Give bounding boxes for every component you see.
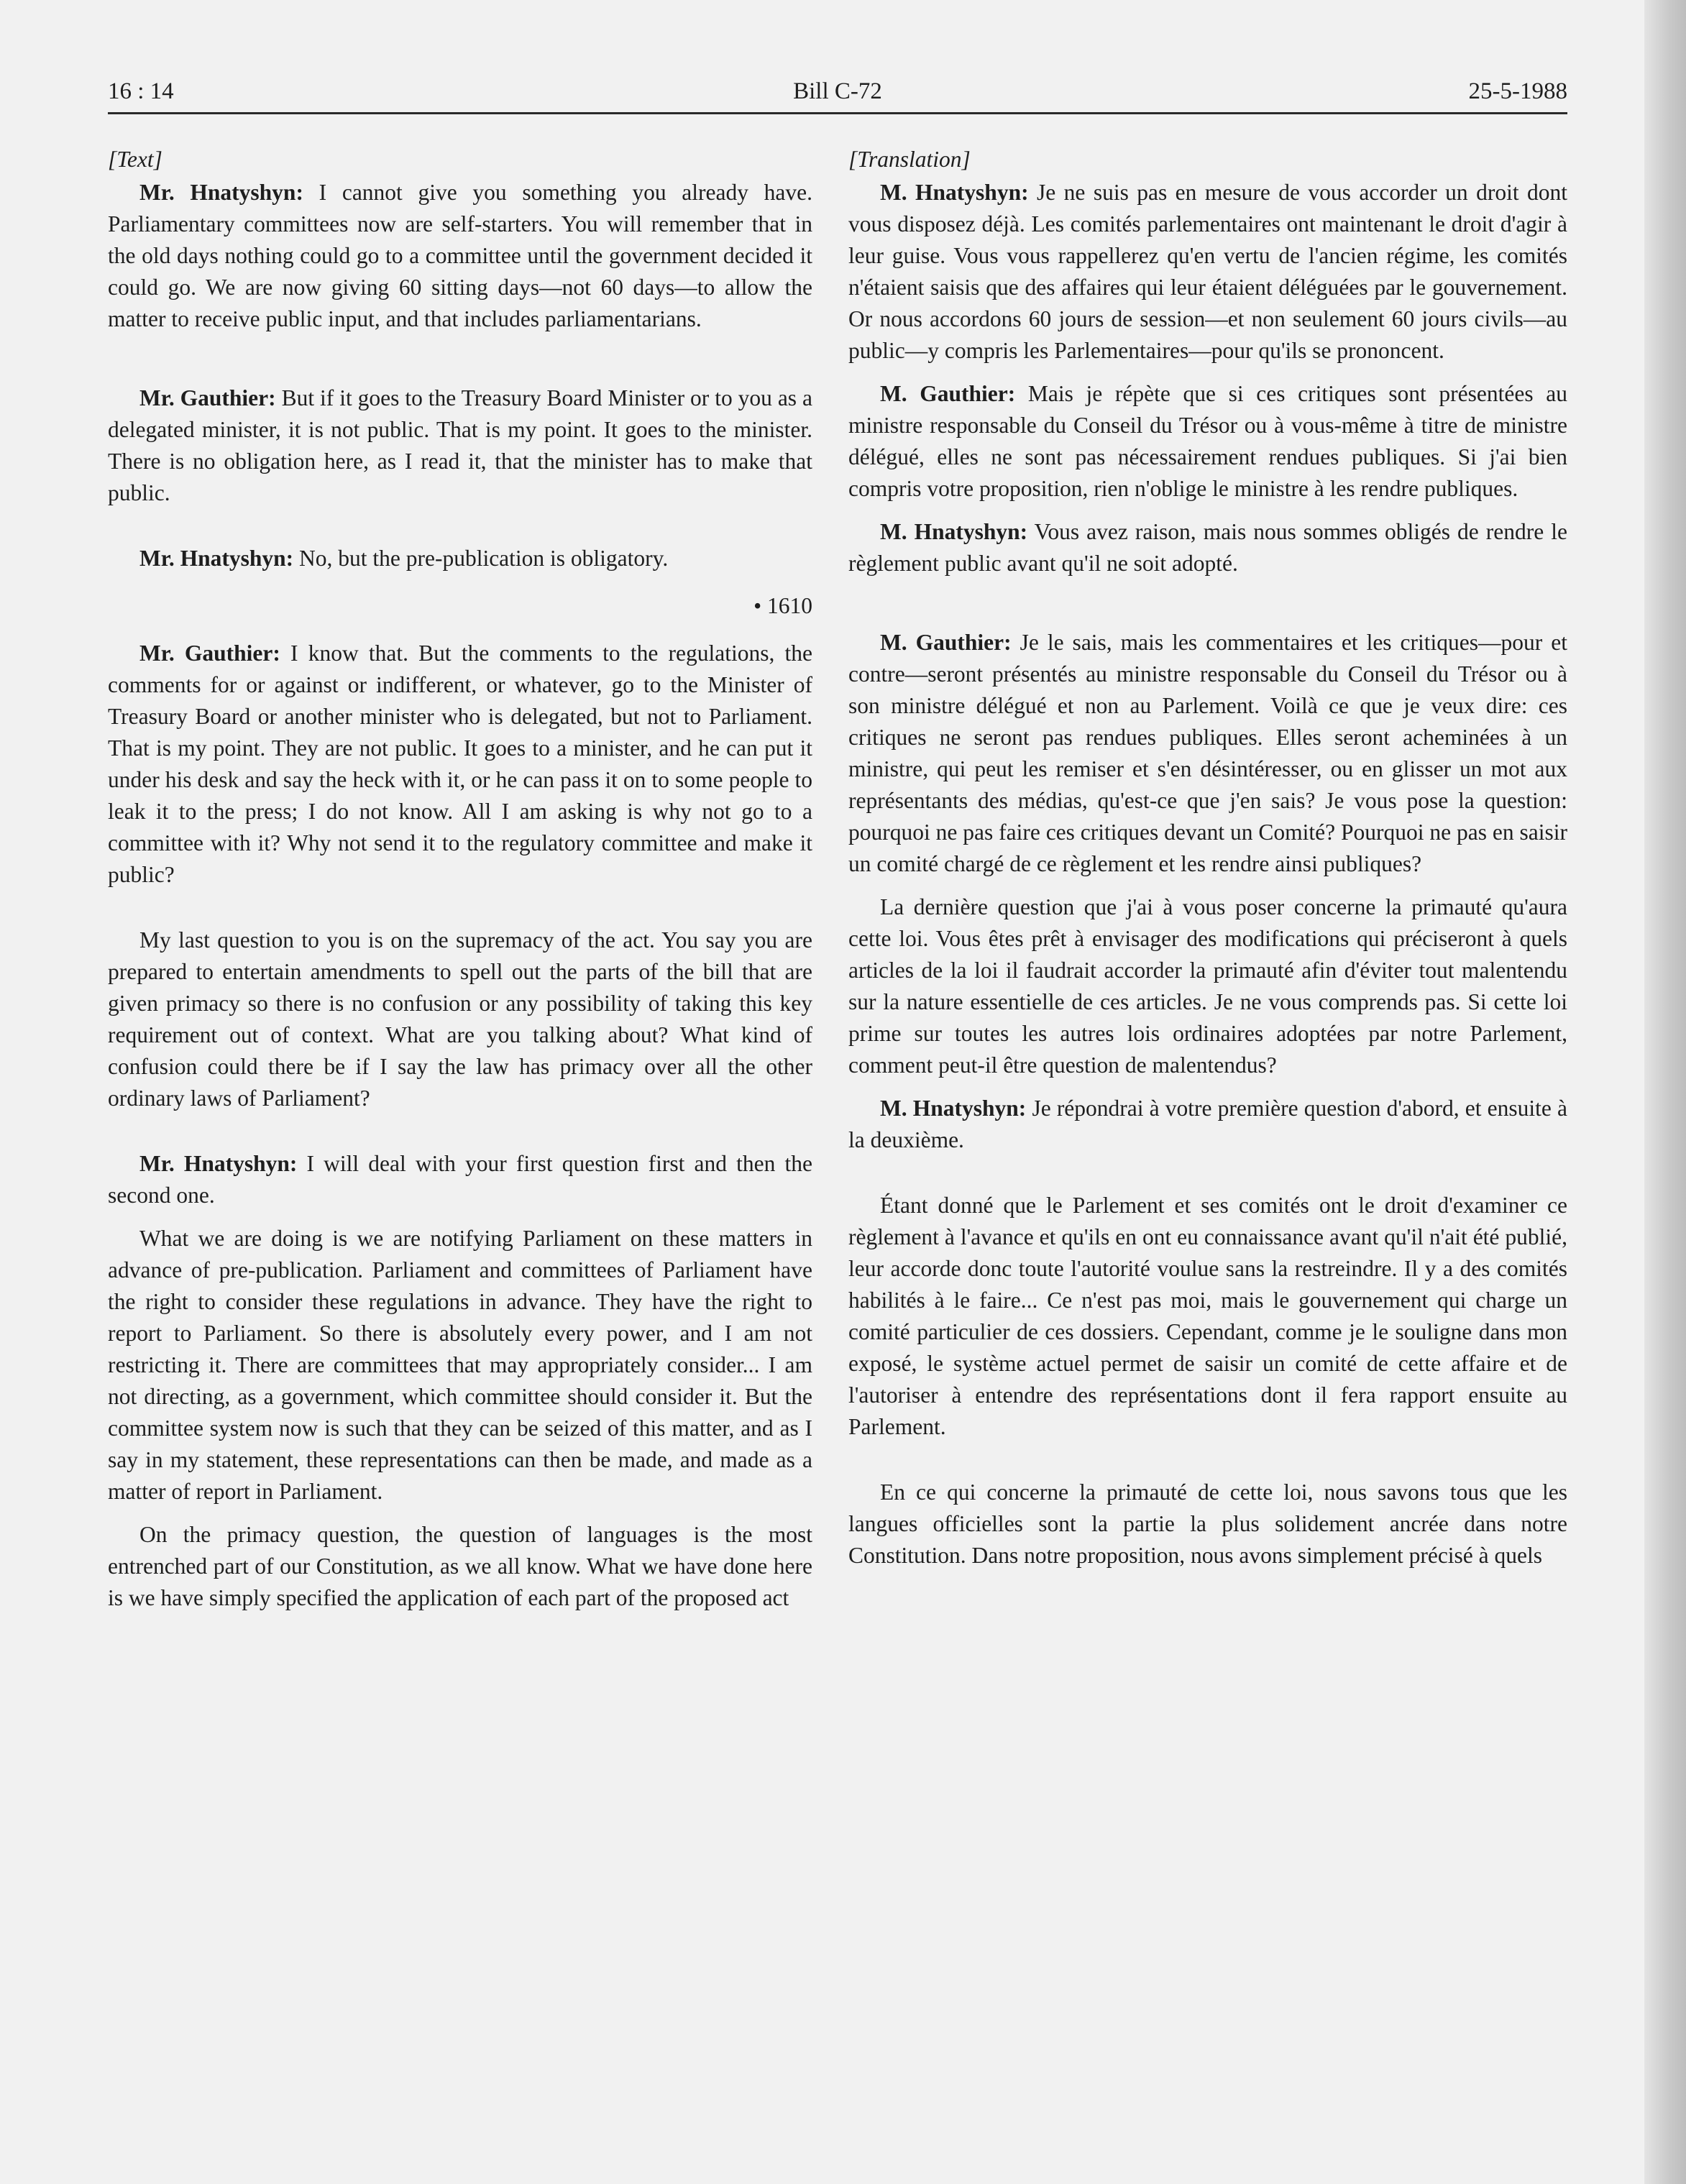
speaker-name: Mr. Hnatyshyn: (139, 1151, 298, 1176)
speaker-name: Mr. Hnatyshyn: (139, 180, 303, 205)
timestamp: • 1610 (753, 593, 812, 618)
speech-text: Je le sais, mais les commentaires et les critiques—pour et contre—seront présentés au ministre responsable du Conseil du Trésor ou à son ministre délégué et non au Parlement. Voilà ce que je veux dire: ces critiques ne seront pas rendues publiques. Elles seront acheminées à un ministre, qui peut les remiser et s'en désintéresser, ou en glisser un mot aux représentants des médias, qu'est-ce que j'en sais? Je vous pose la question: pourquoi ne pas faire ces critiques devant un Comité? Pourquoi ne pas en saisir un comité chargé de ce règlement et les rendre ainsi publiques? (848, 630, 1567, 876)
speaker-name: M. Gauthier: (880, 381, 1016, 406)
speaker-name: M. Gauthier: (880, 630, 1012, 655)
paragraph (848, 1093, 1567, 1156)
paragraph (848, 627, 1567, 880)
translation-tag: [Translation] (848, 147, 971, 172)
paragraph: On the primacy question, the question of languages is the most entrenched part of our Constitution, as we all know. What we have done here is we have simply specified the application of each part of the proposed act (108, 1522, 812, 1610)
paragraph (108, 1148, 812, 1211)
speech-text: Je répondrai à votre première question d'abord, et ensuite à la deuxième. (848, 1096, 1567, 1152)
speech-text: I cannot give you something you already have. Parliamentary committees now are self-starters. You will remember that in the old days nothing could go to a committee until the government decided it could go. We are now giving 60 sitting days—not 60 days—to allow the matter to receive public input, and that includes parliamentarians. (108, 180, 812, 331)
paragraph (108, 543, 812, 574)
speaker-name: Mr. Gauthier: (139, 641, 280, 666)
paragraph: En ce qui concerne la primauté de cette loi, nous savons tous que les langues officielles sont la partie la plus solidement ancrée dans notre Constitution. Dans notre proposition, nous avons simplement précisé à quels (848, 1479, 1567, 1568)
paragraph (108, 382, 812, 509)
page-edge-shadow (1644, 0, 1686, 2184)
header-date: 25-5-1988 (1468, 78, 1567, 104)
paragraph: What we are doing is we are notifying Parliament on these matters in advance of pre-publication. Parliament and committees of Parliament have the right to consider these regulations in advance. They have the right to report to Parliament. So there is absolutely every power, and I am not restricting it. There are committees that may appropriately consider... I am not directing, as a government, which committee should consider it. But the committee system now is such that they can be seized of this matter, and as I say in my statement, these representations can then be made, and made as a matter of report in Parliament. (108, 1226, 812, 1504)
speech-text: Mais je répète que si ces critiques sont présentées au ministre responsable du Conseil du Trésor ou à vous-même à titre de ministre délégué, elles ne sont pas nécessairement rendues publiques. Si j'ai bien compris votre proposition, rien n'oblige le ministre à les rendre publiques. (848, 381, 1567, 501)
running-header (108, 66, 1567, 114)
paragraph (848, 177, 1567, 367)
text-tag: [Text] (108, 147, 162, 172)
paragraph (848, 516, 1567, 579)
speech-text: I will deal with your first question first and then the second one. (108, 1151, 813, 1208)
french-column (848, 144, 1567, 2049)
paragraph (108, 177, 812, 335)
english-column (108, 144, 812, 2049)
speech-text: Vous avez raison, mais nous sommes obligés de rendre le règlement public avant qu'il ne soit adopté. (848, 519, 1567, 576)
speech-text: I know that. But the comments to the regulations, the comments for or against or indifferent, or whatever, go to the Minister of Treasury Board or another minister who is delegated, but not to Parliament. That is my point. They are not public. It goes to a minister, and he can put it under his desk and say the heck with it, or he can pass it on to some people to leak it to the press; I do not know. All I am asking is why not go to a committee with it? Why not send it to the regulatory committee and make it public? (108, 641, 812, 887)
paragraph (108, 638, 812, 891)
speech-text: But if it goes to the Treasury Board Minister or to you as a delegated minister, it is not public. That is my point. It goes to the minister. There is no obligation here, as I read it, that the minister has to make that public. (108, 385, 812, 505)
paragraph: My last question to you is on the supremacy of the act. You say you are prepared to entertain amendments to spell out the parts of the bill that are given primacy so there is no confusion or any possibility of taking this key requirement out of context. What are you talking about? What kind of confusion could there be if I say the law has primacy over all the other ordinary laws of Parliament? (108, 927, 812, 1111)
bill-title: Bill C-72 (793, 78, 882, 104)
paragraph: Étant donné que le Parlement et ses comités ont le droit d'examiner ce règlement à l'avance et qu'ils en ont eu connaissance avant qu'il n'ait été publié, leur accorde donc toute l'autorité voulue sans la restreindre. Il y a des comités habilités à le faire... Ce n'est pas moi, mais le gouvernement qui charge un comité particulier de ces dossiers. Cependant, comme je le souligne dans mon exposé, le système actuel permet de saisir un comité de cette affaire et de l'autoriser à entendre des représentations dont il fera rapport ensuite au Parlement. (848, 1193, 1567, 1439)
paragraph: La dernière question que j'ai à vous poser concerne la primauté qu'aura cette loi. Vous êtes prêt à envisager des modifications qui préciseront à quels articles de la loi il faudrait accorder la primauté afin d'éviter tout malentendu sur la nature essentielle de ces articles. Je ne vous comprends pas. Si cette loi prime sur toutes les autres lois ordinaires adoptées par notre Parlement, comment peut-il être question de malentendus? (848, 894, 1567, 1078)
speaker-name: M. Hnatyshyn: (880, 519, 1028, 544)
speaker-name: Mr. Gauthier: (139, 385, 276, 410)
paragraph (848, 378, 1567, 505)
speaker-name: M. Hnatyshyn: (880, 180, 1029, 205)
page-number: 16 : 14 (108, 78, 174, 104)
speech-text: No, but the pre-publication is obligatory. (293, 546, 669, 571)
speech-text: Je ne suis pas en mesure de vous accorder un droit dont vous disposez déjà. Les comités parlementaires ont maintenant le droit d'agir à leur guise. Vous vous rappellerez qu'en vertu de l'ancien régime, les comités n'étaient saisis que des affaires qui leur étaient déléguées par le gouvernement. Or nous accordons 60 jours de session—et non seulement 60 jours civils—au public—y compris les Parlementaires—pour qu'ils se prononcent. (848, 180, 1567, 363)
speaker-name: M. Hnatyshyn: (880, 1096, 1027, 1121)
speaker-name: Mr. Hnatyshyn: (139, 546, 294, 571)
